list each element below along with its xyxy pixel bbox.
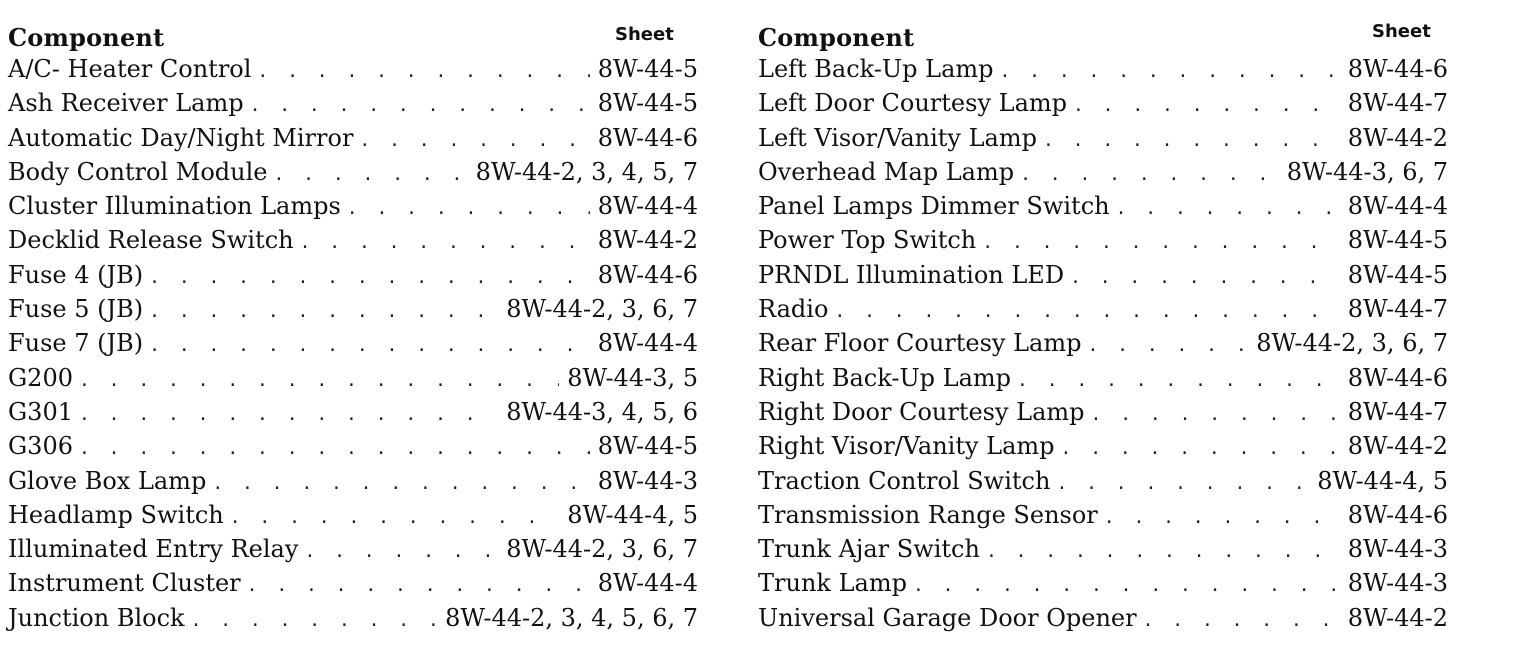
component-name: Transmission Range Sensor <box>758 500 1098 529</box>
component-name: Universal Garage Door Opener <box>758 603 1137 632</box>
component-name: Headlamp Switch <box>8 500 224 529</box>
sheet-reference: 8W-44-2 <box>1347 123 1448 152</box>
component-name: A/C- Heater Control <box>8 55 252 83</box>
dot-leader <box>1087 329 1248 363</box>
sheet-reference: 8W-44-6 <box>1347 500 1448 529</box>
component-name: Trunk Lamp <box>758 569 907 598</box>
list-item <box>758 258 1448 292</box>
dot-leader <box>1056 467 1309 501</box>
dot-leader <box>79 432 590 466</box>
sheet-reference: 8W-44-5 <box>597 432 698 461</box>
dot-leader <box>149 295 498 329</box>
list-item <box>758 121 1448 155</box>
sheet-reference: 8W-44-6 <box>1347 55 1448 83</box>
dot-leader <box>300 226 590 260</box>
sheet-reference: 8W-44-6 <box>597 260 698 289</box>
sheet-reference: 8W-44-4 <box>1347 192 1448 221</box>
list-item <box>758 86 1448 120</box>
sheet-reference: 8W-44-2, 3, 6, 7 <box>506 295 698 324</box>
component-name: Glove Box Lamp <box>8 466 207 495</box>
dot-leader <box>1000 55 1340 89</box>
list-item <box>758 326 1448 360</box>
component-name: G306 <box>8 432 73 461</box>
component-name: Trunk Ajar Switch <box>758 535 980 564</box>
list-item <box>758 498 1448 532</box>
list-item <box>758 566 1448 600</box>
component-header: Component <box>8 23 165 52</box>
component-name: Right Back-Up Lamp <box>758 363 1012 392</box>
dot-leader <box>1091 398 1340 432</box>
sheet-reference: 8W-44-3, 5 <box>567 363 698 392</box>
column-header <box>758 18 1448 52</box>
dot-leader <box>1143 604 1340 638</box>
component-name: Right Door Courtesy Lamp <box>758 397 1085 426</box>
list-item <box>8 155 698 189</box>
dot-leader <box>986 535 1340 569</box>
list-item <box>8 121 698 155</box>
list-item <box>758 395 1448 429</box>
component-name: Decklid Release Switch <box>8 226 294 255</box>
component-name: Rear Floor Courtesy Lamp <box>758 329 1082 358</box>
dot-leader <box>149 329 590 363</box>
sheet-reference: 8W-44-6 <box>1347 363 1448 392</box>
sheet-header: Sheet <box>1372 21 1431 42</box>
sheet-reference: 8W-44-2, 3, 6, 7 <box>1256 329 1448 358</box>
list-item <box>758 429 1448 463</box>
dot-leader <box>347 192 590 226</box>
sheet-reference: 8W-44-5 <box>597 55 698 83</box>
dot-leader <box>191 604 438 638</box>
sheet-reference: 8W-44-2 <box>1347 603 1448 632</box>
component-name: Cluster Illumination Lamps <box>8 192 341 221</box>
dot-leader <box>149 261 590 295</box>
column-header <box>8 18 698 52</box>
component-header: Component <box>758 23 915 52</box>
component-name: Radio <box>758 295 829 324</box>
dot-leader <box>274 158 468 192</box>
sheet-reference: 8W-44-5 <box>1347 260 1448 289</box>
list-item <box>758 223 1448 257</box>
sheet-reference: 8W-44-3 <box>597 466 698 495</box>
component-name: Panel Lamps Dimmer Switch <box>758 192 1110 221</box>
component-name: Left Door Courtesy Lamp <box>758 89 1067 118</box>
list-item <box>8 292 698 326</box>
sheet-reference: 8W-44-2, 3, 4, 5, 7 <box>475 157 698 186</box>
sheet-reference: 8W-44-4 <box>597 569 698 598</box>
sheet-reference: 8W-44-4, 5 <box>1317 466 1448 495</box>
list-item <box>8 429 698 463</box>
dot-leader <box>79 398 498 432</box>
component-name: G301 <box>8 397 73 426</box>
component-name: Fuse 4 (JB) <box>8 260 144 289</box>
dot-leader <box>1116 192 1340 226</box>
component-index-left-column <box>8 18 698 635</box>
list-item <box>8 532 698 566</box>
list-item <box>8 189 698 223</box>
component-name: Fuse 5 (JB) <box>8 295 144 324</box>
component-name: Ash Receiver Lamp <box>8 89 244 118</box>
component-name: Right Visor/Vanity Lamp <box>758 432 1055 461</box>
component-name: Junction Block <box>8 603 185 632</box>
sheet-reference: 8W-44-2 <box>597 226 698 255</box>
sheet-reference: 8W-44-3, 6, 7 <box>1286 157 1448 186</box>
list-item <box>758 52 1448 86</box>
list-item <box>758 189 1448 223</box>
sheet-reference: 8W-44-3, 4, 5, 6 <box>506 397 698 426</box>
sheet-reference: 8W-44-4 <box>597 192 698 221</box>
dot-leader <box>230 501 560 535</box>
sheet-reference: 8W-44-2 <box>1347 432 1448 461</box>
dot-leader <box>1017 364 1340 398</box>
list-item <box>8 258 698 292</box>
dot-leader <box>1073 89 1340 123</box>
component-name: Overhead Map Lamp <box>758 157 1015 186</box>
dot-leader <box>1070 261 1340 295</box>
dot-leader <box>359 124 589 158</box>
sheet-reference: 8W-44-7 <box>1347 89 1448 118</box>
component-name: PRNDL Illumination LED <box>758 260 1065 289</box>
component-name: Fuse 7 (JB) <box>8 329 144 358</box>
sheet-reference: 8W-44-3 <box>1347 535 1448 564</box>
component-name: Traction Control Switch <box>758 466 1051 495</box>
dot-leader <box>212 467 589 501</box>
list-item <box>8 223 698 257</box>
dot-leader <box>250 89 590 123</box>
component-name: Power Top Switch <box>758 226 977 255</box>
dot-leader <box>834 295 1339 329</box>
component-list <box>758 52 1448 635</box>
list-item <box>8 395 698 429</box>
component-index-right-column <box>758 18 1448 635</box>
dot-leader <box>247 569 590 603</box>
list-item <box>8 601 698 635</box>
dot-leader <box>1020 158 1279 192</box>
sheet-reference: 8W-44-5 <box>597 89 698 118</box>
dot-leader <box>913 569 1340 603</box>
sheet-reference: 8W-44-3 <box>1347 569 1448 598</box>
list-item <box>8 52 698 86</box>
list-item <box>758 464 1448 498</box>
component-name: Automatic Day/Night Mirror <box>8 123 354 152</box>
dot-leader <box>257 55 589 89</box>
sheet-reference: 8W-44-7 <box>1347 295 1448 324</box>
list-item <box>8 326 698 360</box>
dot-leader <box>982 226 1340 260</box>
dot-leader <box>1104 501 1340 535</box>
component-name: Left Visor/Vanity Lamp <box>758 123 1037 152</box>
list-item <box>8 464 698 498</box>
list-item <box>758 155 1448 189</box>
list-item <box>758 532 1448 566</box>
dot-leader <box>79 364 559 398</box>
sheet-reference: 8W-44-5 <box>1347 226 1448 255</box>
dot-leader <box>304 535 498 569</box>
list-item <box>8 498 698 532</box>
list-item <box>758 292 1448 326</box>
sheet-reference: 8W-44-6 <box>597 123 698 152</box>
sheet-reference: 8W-44-2, 3, 4, 5, 6, 7 <box>445 603 698 632</box>
component-name: Illuminated Entry Relay <box>8 535 299 564</box>
list-item <box>8 361 698 395</box>
list-item <box>8 566 698 600</box>
list-item <box>758 601 1448 635</box>
component-name: Body Control Module <box>8 157 268 186</box>
list-item <box>758 361 1448 395</box>
sheet-reference: 8W-44-4 <box>597 329 698 358</box>
component-name: Instrument Cluster <box>8 569 241 598</box>
component-name: G200 <box>8 363 73 392</box>
sheet-reference: 8W-44-4, 5 <box>567 500 698 529</box>
sheet-reference: 8W-44-2, 3, 6, 7 <box>506 535 698 564</box>
sheet-reference: 8W-44-7 <box>1347 397 1448 426</box>
sheet-header: Sheet <box>615 24 674 45</box>
component-name: Left Back-Up Lamp <box>758 55 994 83</box>
list-item <box>8 86 698 120</box>
component-list <box>8 52 698 635</box>
dot-leader <box>1043 124 1340 158</box>
dot-leader <box>1061 432 1340 466</box>
